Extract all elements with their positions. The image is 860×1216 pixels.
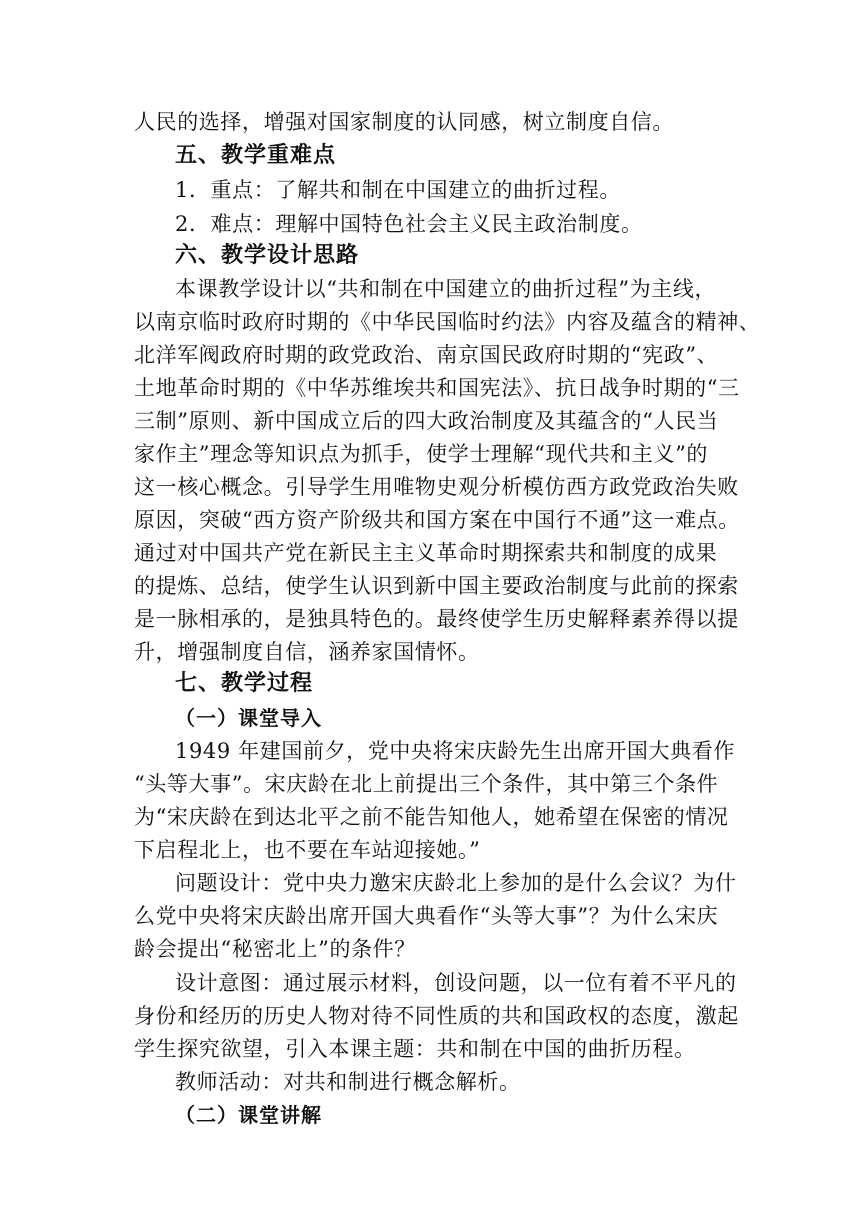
paragraph-line: 学生探究欲望，引入本课主题：共和制在中国的曲折历程。 — [134, 1037, 696, 1061]
paragraph-line: 身份和经历的历史人物对待不同性质的共和国政权的态度，激起 — [134, 1004, 739, 1028]
subsection-heading-intro: （一）课堂导入 — [175, 706, 322, 730]
paragraph-line: “头等大事”。宋庆龄在北上前提出三个条件，其中第三个条件 — [134, 772, 719, 796]
subsection-heading-lecture: （二）课堂讲解 — [175, 1103, 322, 1127]
paragraph-line: 本课教学设计以“共和制在中国建立的曲折过程”为主线， — [175, 277, 717, 301]
paragraph-line: 北洋军阀政府时期的政党政治、南京国民政府时期的“宪政”、 — [134, 343, 719, 367]
paragraph-line: 问题设计：党中央力邀宋庆龄北上参加的是什么会议？为什 — [175, 871, 737, 895]
paragraph-line: 人民的选择，增强对国家制度的认同感，树立制度自信。 — [134, 110, 674, 134]
paragraph-line: 是一脉相承的，是独具特色的。最终使学生历史解释素养得以提 — [134, 607, 739, 631]
paragraph-line: 家作主”理念等知识点为抓手，使学士理解“现代共和主义”的 — [134, 442, 709, 466]
paragraph-line: 以南京临时政府时期的《中华民国临时约法》内容及蕴含的精神、 — [134, 310, 761, 334]
section-heading-key-points: 五、教学重难点 — [175, 143, 337, 168]
paragraph-line: 2．难点：理解中国特色社会主义民主政治制度。 — [175, 212, 643, 236]
section-heading-design: 六、教学设计思路 — [175, 243, 360, 268]
paragraph-line: 下启程北上，也不要在车站迎接她。” — [134, 838, 481, 862]
paragraph-line: 龄会提出“秘密北上”的条件？ — [134, 937, 416, 961]
paragraph-line: 1．重点：了解共和制在中国建立的曲折过程。 — [175, 178, 621, 202]
section-heading-process: 七、教学过程 — [175, 671, 314, 696]
paragraph-line: 原因，突破“西方资产阶级共和国方案在中国行不通”这一难点。 — [134, 508, 740, 532]
paragraph-line: 土地革命时期的《中华苏维埃共和国宪法》、抗日战争时期的“三 — [134, 376, 740, 400]
paragraph-line: 么党中央将宋庆龄出席开国大典看作“头等大事”？为什么宋庆 — [134, 904, 719, 928]
paragraph-line: 的提炼、总结，使学生认识到新中国主要政治制度与此前的探索 — [134, 574, 739, 598]
paragraph-line: 1949 年建国前夕，党中央将宋庆龄先生出席开国大典看作 — [175, 739, 735, 763]
paragraph-line: 设计意图：通过展示材料，创设问题，以一位有着不平凡的 — [175, 971, 737, 995]
paragraph-line: 教师活动：对共和制进行概念解析。 — [175, 1070, 521, 1094]
paragraph-line: 这一核心概念。引导学生用唯物史观分析模仿西方政党政治失败 — [134, 475, 739, 499]
paragraph-line: 三制”原则、新中国成立后的四大政治制度及其蕴含的“人民当 — [134, 409, 719, 433]
paragraph-line: 通过对中国共产党在新民主主义革命时期探索共和制度的成果 — [134, 541, 718, 565]
paragraph-line: 升，增强制度自信，涵养家国情怀。 — [134, 640, 480, 664]
paragraph-line: 为“宋庆龄在到达北平之前不能告知他人，她希望在保密的情况 — [134, 805, 729, 829]
